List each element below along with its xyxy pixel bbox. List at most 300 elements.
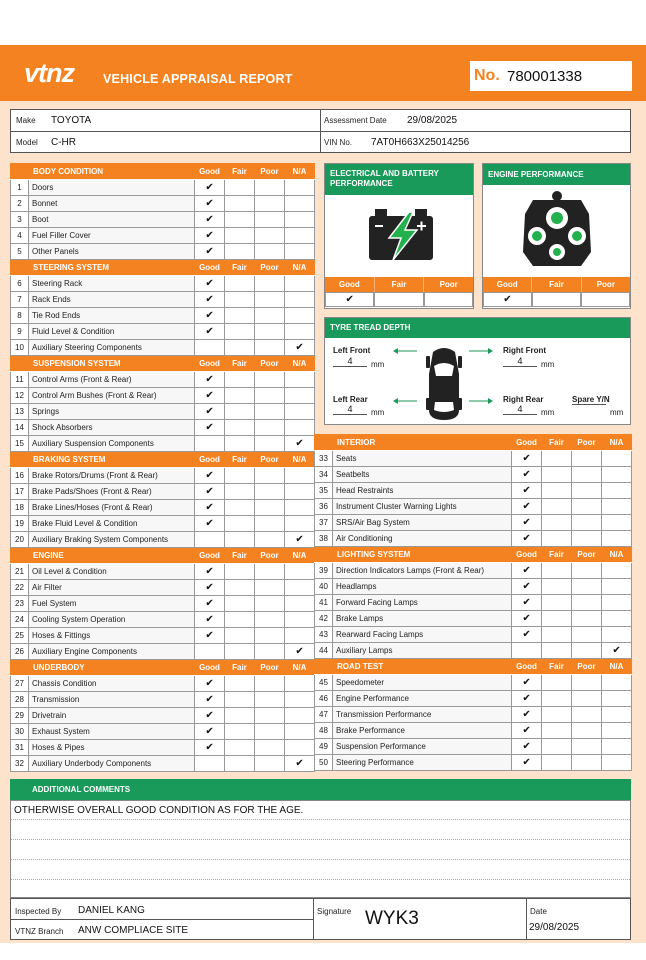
checklist-row xyxy=(315,675,632,691)
electrical-fair-cell xyxy=(374,292,423,307)
report-number-box xyxy=(470,61,632,91)
rating-cell-na xyxy=(285,308,315,324)
item-label: Auxiliary Braking System Components xyxy=(29,532,195,548)
spare-unit: mm xyxy=(610,408,624,417)
rating-cell-fair xyxy=(225,708,255,724)
footer-info xyxy=(10,898,631,940)
checklist-row xyxy=(11,756,315,772)
assessment-date: 29/08/2025 xyxy=(407,115,458,126)
rating-cell-fair xyxy=(542,467,572,483)
rating-cell-fair xyxy=(542,691,572,707)
checklist-row xyxy=(11,484,315,500)
rating-cell-poor xyxy=(255,228,285,244)
check-icon: ✔ xyxy=(512,579,542,595)
item-number: 20 xyxy=(11,532,29,548)
rating-cell-na xyxy=(285,388,315,404)
column-header-good: Good xyxy=(195,260,225,276)
checklist-row xyxy=(11,724,315,740)
rating-cell-fair xyxy=(225,436,255,452)
item-number: 2 xyxy=(11,196,29,212)
rating-cell-poor xyxy=(255,244,285,260)
assessment-date-label: Assessment Date xyxy=(324,116,387,125)
rating-cell-good xyxy=(195,756,225,772)
item-number: 46 xyxy=(315,691,333,707)
section-header xyxy=(11,356,315,372)
column-header-na: N/A xyxy=(602,435,632,451)
checklist-row xyxy=(315,579,632,595)
checklist-row xyxy=(11,628,315,644)
vtnz-logo: vtnz xyxy=(24,58,74,88)
item-label: Oil Level & Condition xyxy=(29,564,195,580)
item-number: 24 xyxy=(11,612,29,628)
section-title: SUSPENSION SYSTEM xyxy=(11,356,195,372)
rating-cell-fair xyxy=(542,499,572,515)
rating-cell-fair xyxy=(225,420,255,436)
rating-cell-na xyxy=(285,420,315,436)
checklist-row xyxy=(11,708,315,724)
date-label: Date xyxy=(530,907,547,916)
rating-cell-fair xyxy=(225,644,255,660)
rating-cell-fair xyxy=(542,483,572,499)
check-icon: ✔ xyxy=(512,739,542,755)
rating-cell-poor xyxy=(255,612,285,628)
item-number: 14 xyxy=(11,420,29,436)
check-icon: ✔ xyxy=(195,612,225,628)
rating-cell-poor xyxy=(255,708,285,724)
check-icon: ✔ xyxy=(512,467,542,483)
right-rear-value: 4 xyxy=(503,404,537,415)
left-rear-value: 4 xyxy=(333,404,367,415)
rating-cell-fair xyxy=(225,228,255,244)
rating-cell-na xyxy=(285,596,315,612)
rating-cell-fair xyxy=(542,595,572,611)
checklist-row xyxy=(11,292,315,308)
col-fair: Fair xyxy=(532,277,581,292)
left-rear-label: Left Rear xyxy=(333,395,368,404)
rating-cell-good xyxy=(195,340,225,356)
check-icon: ✔ xyxy=(512,531,542,547)
checklist-row xyxy=(11,180,315,196)
check-icon: ✔ xyxy=(195,676,225,692)
rating-cell-poor xyxy=(255,628,285,644)
rating-cell-na xyxy=(602,531,632,547)
item-label: Other Panels xyxy=(29,244,195,260)
column-header-good: Good xyxy=(512,659,542,675)
rating-cell-na xyxy=(285,484,315,500)
check-icon: ✔ xyxy=(285,340,315,356)
rating-cell-na xyxy=(285,292,315,308)
item-number: 37 xyxy=(315,515,333,531)
report-number: 780001338 xyxy=(507,68,583,85)
rating-cell-poor xyxy=(255,372,285,388)
vehicle-info xyxy=(10,109,631,153)
item-label: Boot xyxy=(29,212,195,228)
item-number: 1 xyxy=(11,180,29,196)
item-number: 22 xyxy=(11,580,29,596)
item-number: 6 xyxy=(11,276,29,292)
check-icon: ✔ xyxy=(512,755,542,771)
item-label: Hoses & Pipes xyxy=(29,740,195,756)
checklist-row xyxy=(11,612,315,628)
rating-cell-na xyxy=(602,563,632,579)
checklist-row xyxy=(11,388,315,404)
rating-cell-fair xyxy=(225,676,255,692)
item-label: Direction Indicators Lamps (Front & Rear) xyxy=(333,563,512,579)
item-number: 9 xyxy=(11,324,29,340)
rating-cell-na xyxy=(285,372,315,388)
item-label: Air Conditioning xyxy=(333,531,512,547)
checklist-row xyxy=(11,740,315,756)
rating-cell-fair xyxy=(225,372,255,388)
rating-cell-good xyxy=(195,436,225,452)
rating-cell-poor xyxy=(572,579,602,595)
item-label: Tie Rod Ends xyxy=(29,308,195,324)
item-label: Rearward Facing Lamps xyxy=(333,627,512,643)
item-number: 16 xyxy=(11,468,29,484)
item-number: 21 xyxy=(11,564,29,580)
item-number: 41 xyxy=(315,595,333,611)
check-icon: ✔ xyxy=(195,180,225,196)
check-icon: ✔ xyxy=(195,692,225,708)
check-icon: ✔ xyxy=(512,691,542,707)
item-label: Bonnet xyxy=(29,196,195,212)
rating-cell-fair xyxy=(225,756,255,772)
item-label: Speedometer xyxy=(333,675,512,691)
report-header xyxy=(0,45,646,101)
item-number: 34 xyxy=(315,467,333,483)
column-header-fair: Fair xyxy=(225,164,255,180)
rating-cell-fair xyxy=(542,611,572,627)
check-icon: ✔ xyxy=(512,707,542,723)
item-number: 38 xyxy=(315,531,333,547)
rating-cell-na xyxy=(602,611,632,627)
rating-cell-fair xyxy=(542,675,572,691)
check-icon: ✔ xyxy=(512,499,542,515)
item-number: 26 xyxy=(11,644,29,660)
check-icon: ✔ xyxy=(195,564,225,580)
checklist-row xyxy=(11,340,315,356)
right-front-unit: mm xyxy=(541,360,555,369)
rating-cell-poor xyxy=(255,516,285,532)
rating-cell-fair xyxy=(225,308,255,324)
check-icon: ✔ xyxy=(195,628,225,644)
section-header xyxy=(11,260,315,276)
column-header-poor: Poor xyxy=(572,547,602,563)
vin-label: VIN No. xyxy=(324,138,353,147)
section-title: BODY CONDITION xyxy=(11,164,195,180)
checklist-row xyxy=(11,692,315,708)
rating-cell-na xyxy=(602,515,632,531)
electrical-title: ELECTRICAL AND BATTERY PERFORMANCE xyxy=(325,164,473,195)
column-header-fair: Fair xyxy=(225,548,255,564)
rating-cell-poor xyxy=(255,532,285,548)
rating-cell-na xyxy=(602,483,632,499)
rating-cell-poor xyxy=(572,611,602,627)
rating-cell-fair xyxy=(542,579,572,595)
rating-cell-fair xyxy=(225,532,255,548)
checklist-row xyxy=(11,564,315,580)
item-number: 13 xyxy=(11,404,29,420)
rating-cell-fair xyxy=(542,627,572,643)
item-label: Auxiliary Engine Components xyxy=(29,644,195,660)
rating-cell-fair xyxy=(225,196,255,212)
model-label: Model xyxy=(16,138,38,147)
rating-cell-na xyxy=(602,691,632,707)
rating-cell-na xyxy=(602,579,632,595)
checklist-row xyxy=(315,739,632,755)
electrical-panel xyxy=(324,163,474,309)
column-header-good: Good xyxy=(195,660,225,676)
item-label: Engine Performance xyxy=(333,691,512,707)
column-header-fair: Fair xyxy=(225,660,255,676)
column-header-poor: Poor xyxy=(255,452,285,468)
rating-cell-na xyxy=(285,468,315,484)
check-icon: ✔ xyxy=(602,643,632,659)
rating-cell-poor xyxy=(255,420,285,436)
rating-cell-poor xyxy=(572,723,602,739)
rating-cell-fair xyxy=(225,596,255,612)
engine-poor-cell xyxy=(581,292,630,307)
checklist-row xyxy=(315,707,632,723)
checklist-row xyxy=(11,644,315,660)
rating-cell-na xyxy=(285,228,315,244)
rating-cell-fair xyxy=(225,340,255,356)
checklist-row xyxy=(315,643,632,659)
signature: WYK3 xyxy=(365,908,419,929)
item-label: Control Arms (Front & Rear) xyxy=(29,372,195,388)
car-top-view-icon xyxy=(423,344,465,422)
rating-cell-fair xyxy=(225,580,255,596)
rating-cell-fair xyxy=(542,755,572,771)
check-icon: ✔ xyxy=(512,595,542,611)
rating-cell-fair xyxy=(225,180,255,196)
checklist-row xyxy=(11,228,315,244)
check-icon: ✔ xyxy=(195,420,225,436)
column-header-good: Good xyxy=(195,548,225,564)
rating-cell-fair xyxy=(225,276,255,292)
tyre-tread-title: TYRE TREAD DEPTH xyxy=(325,318,630,338)
rating-cell-na xyxy=(602,739,632,755)
column-header-na: N/A xyxy=(285,260,315,276)
item-label: Transmission xyxy=(29,692,195,708)
rating-cell-na xyxy=(602,499,632,515)
engine-performance-panel xyxy=(482,163,631,309)
item-label: Fuel System xyxy=(29,596,195,612)
section-title: ENGINE xyxy=(11,548,195,564)
item-label: Cooling System Operation xyxy=(29,612,195,628)
item-number: 42 xyxy=(315,611,333,627)
item-label: Instrument Cluster Warning Lights xyxy=(333,499,512,515)
checklist-row xyxy=(315,451,632,467)
column-header-fair: Fair xyxy=(225,260,255,276)
check-icon: ✔ xyxy=(512,451,542,467)
rating-cell-na xyxy=(285,212,315,228)
rating-cell-fair xyxy=(225,292,255,308)
rating-cell-fair xyxy=(225,244,255,260)
item-label: Shock Absorbers xyxy=(29,420,195,436)
checklist-row xyxy=(315,515,632,531)
item-number: 36 xyxy=(315,499,333,515)
check-icon: ✔ xyxy=(483,292,532,307)
rating-cell-poor xyxy=(255,308,285,324)
rating-cell-na xyxy=(285,612,315,628)
rating-cell-good xyxy=(512,643,542,659)
section-title: STEERING SYSTEM xyxy=(11,260,195,276)
rating-cell-na xyxy=(285,276,315,292)
model-value: C-HR xyxy=(51,137,76,148)
check-icon: ✔ xyxy=(512,563,542,579)
checklist-row xyxy=(315,499,632,515)
check-icon: ✔ xyxy=(512,627,542,643)
check-icon: ✔ xyxy=(512,611,542,627)
item-number: 35 xyxy=(315,483,333,499)
item-label: Brake Performance xyxy=(333,723,512,739)
checklist-row xyxy=(315,691,632,707)
branch-label: VTNZ Branch xyxy=(15,927,64,936)
rating-cell-poor xyxy=(572,643,602,659)
left-front-label: Left Front xyxy=(333,346,371,355)
rating-cell-na xyxy=(285,404,315,420)
left-rear-unit: mm xyxy=(371,408,385,417)
engine-rating-head xyxy=(483,277,630,292)
rating-cell-poor xyxy=(255,580,285,596)
check-icon: ✔ xyxy=(195,372,225,388)
check-icon: ✔ xyxy=(195,308,225,324)
checklist-row xyxy=(11,516,315,532)
col-fair: Fair xyxy=(375,277,425,292)
checklist-row xyxy=(11,404,315,420)
item-number: 29 xyxy=(11,708,29,724)
section-title: ROAD TEST xyxy=(315,659,512,675)
check-icon: ✔ xyxy=(195,244,225,260)
item-label: Chassis Condition xyxy=(29,676,195,692)
section-header xyxy=(315,435,632,451)
checklist-row xyxy=(11,676,315,692)
rating-cell-na xyxy=(285,564,315,580)
section-header xyxy=(315,659,632,675)
check-icon: ✔ xyxy=(285,532,315,548)
check-icon: ✔ xyxy=(195,708,225,724)
check-icon: ✔ xyxy=(195,324,225,340)
rating-cell-poor xyxy=(255,740,285,756)
item-label: Brake Rotors/Drums (Front & Rear) xyxy=(29,468,195,484)
inspected-by: DANIEL KANG xyxy=(78,905,145,916)
item-number: 10 xyxy=(11,340,29,356)
rating-cell-poor xyxy=(572,755,602,771)
rating-cell-poor xyxy=(255,212,285,228)
item-number: 19 xyxy=(11,516,29,532)
rating-cell-fair xyxy=(225,388,255,404)
check-icon: ✔ xyxy=(195,484,225,500)
column-header-na: N/A xyxy=(285,452,315,468)
item-label: Fuel Filler Cover xyxy=(29,228,195,244)
section-title: UNDERBODY xyxy=(11,660,195,676)
checklist-row xyxy=(315,755,632,771)
column-header-na: N/A xyxy=(602,659,632,675)
rating-cell-fair xyxy=(542,563,572,579)
rating-cell-fair xyxy=(225,564,255,580)
rating-cell-poor xyxy=(572,451,602,467)
item-number: 32 xyxy=(11,756,29,772)
rating-cell-na xyxy=(285,244,315,260)
rating-cell-poor xyxy=(255,180,285,196)
column-header-na: N/A xyxy=(285,164,315,180)
column-header-poor: Poor xyxy=(572,435,602,451)
right-rear-label: Right Rear xyxy=(503,395,544,404)
left-front-unit: mm xyxy=(371,360,385,369)
section-header xyxy=(11,452,315,468)
item-number: 3 xyxy=(11,212,29,228)
rating-cell-na xyxy=(285,180,315,196)
make-label: Make xyxy=(16,116,36,125)
spare-label: Spare Y/N xyxy=(572,395,610,404)
item-number: 12 xyxy=(11,388,29,404)
rating-cell-fair xyxy=(225,324,255,340)
left-checklist xyxy=(10,163,315,772)
item-number: 27 xyxy=(11,676,29,692)
check-icon: ✔ xyxy=(195,468,225,484)
rating-cell-poor xyxy=(572,483,602,499)
rating-cell-poor xyxy=(572,675,602,691)
rating-cell-poor xyxy=(255,388,285,404)
checklist-row xyxy=(11,420,315,436)
item-label: Head Restraints xyxy=(333,483,512,499)
section-header xyxy=(11,548,315,564)
checklist-row xyxy=(11,436,315,452)
rating-cell-fair xyxy=(225,692,255,708)
section-title: LIGHTING SYSTEM xyxy=(315,547,512,563)
checklist-row xyxy=(315,611,632,627)
item-label: Doors xyxy=(29,180,195,196)
rating-cell-poor xyxy=(255,644,285,660)
rating-cell-na xyxy=(602,467,632,483)
checklist-row xyxy=(11,276,315,292)
rating-cell-poor xyxy=(572,627,602,643)
item-label: SRS/Air Bag System xyxy=(333,515,512,531)
rating-cell-poor xyxy=(255,436,285,452)
rating-cell-poor xyxy=(255,196,285,212)
item-number: 33 xyxy=(315,451,333,467)
comments-body xyxy=(10,800,631,898)
rating-cell-fair xyxy=(225,612,255,628)
engine-fair-cell xyxy=(532,292,581,307)
column-header-good: Good xyxy=(512,547,542,563)
rating-cell-na xyxy=(602,595,632,611)
item-label: Steering Performance xyxy=(333,755,512,771)
rating-cell-fair xyxy=(542,707,572,723)
checklist-row xyxy=(11,308,315,324)
left-front-value: 4 xyxy=(333,356,367,367)
comments-title: ADDITIONAL COMMENTS xyxy=(10,779,631,800)
right-rear-unit: mm xyxy=(541,408,555,417)
item-number: 40 xyxy=(315,579,333,595)
col-good: Good xyxy=(483,277,532,292)
check-icon: ✔ xyxy=(195,596,225,612)
column-header-good: Good xyxy=(512,435,542,451)
item-label: Brake Lamps xyxy=(333,611,512,627)
tyre-tread-panel xyxy=(324,317,631,425)
inspected-by-label: Inspected By xyxy=(15,907,62,916)
item-label: Fluid Level & Condition xyxy=(29,324,195,340)
rating-cell-na xyxy=(602,675,632,691)
item-label: Transmission Performance xyxy=(333,707,512,723)
item-label: Rack Ends xyxy=(29,292,195,308)
right-front-value: 4 xyxy=(503,356,537,367)
rating-cell-fair xyxy=(225,500,255,516)
column-header-na: N/A xyxy=(285,356,315,372)
check-icon: ✔ xyxy=(285,756,315,772)
checklist-row xyxy=(11,580,315,596)
